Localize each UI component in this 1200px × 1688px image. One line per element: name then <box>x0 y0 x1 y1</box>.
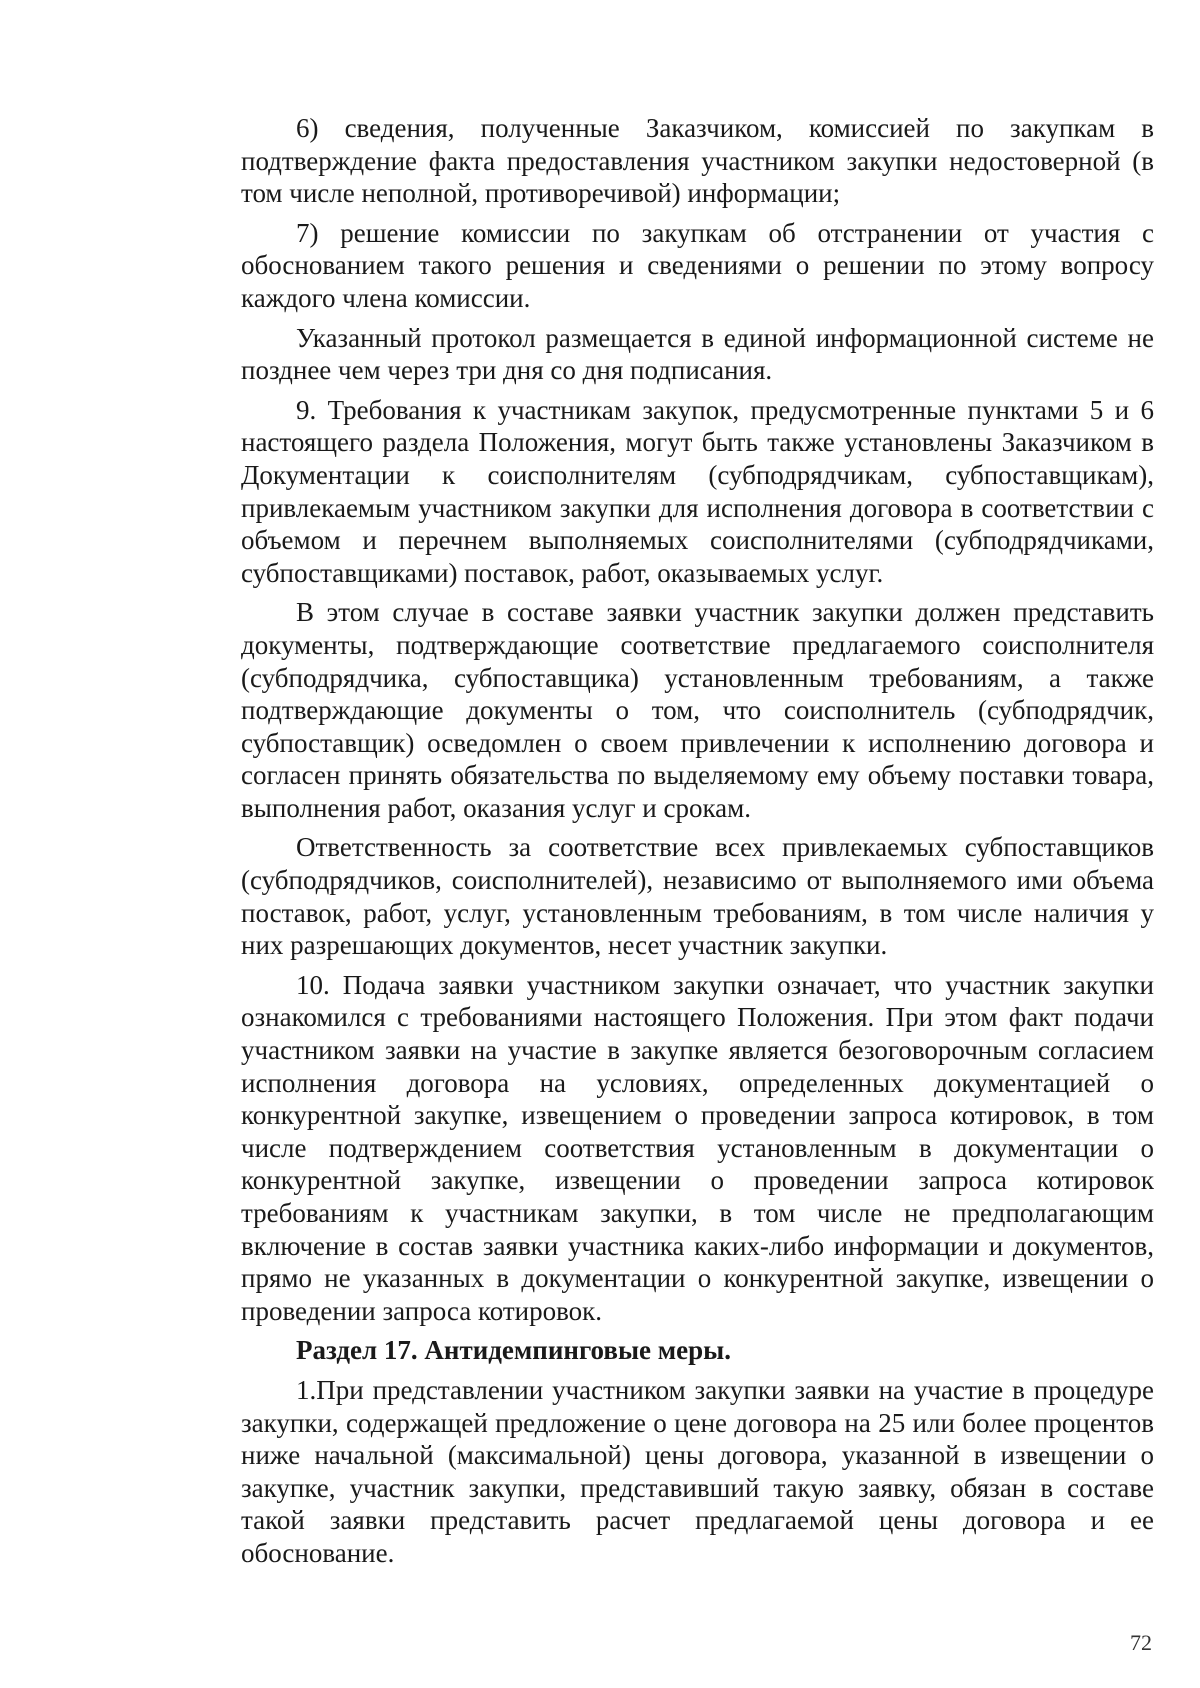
paragraph-clause-9: 9. Требования к участникам закупок, предусмотренные пунктами 5 и 6 настоящего раздела Положения, могут быть также установлены Заказчиком в Документации к соисполнителям (субподрядчикам, субпоставщикам), привлекаемым участником закупки для исполнения договора в соответствии с объемом и перечнем выполняемых соисполнителями (субподрядчиками, субпоставщиками) поставок, работ, оказываемых услуг. <box>241 394 1154 588</box>
paragraph-subcontractor-documents: В этом случае в составе заявки участник закупки должен представить документы, подтверждающие соответствие предлагаемого соисполнителя (субподрядчика, субпоставщика) установленным требованиям, а также подтверждающие документы о том, что соисполнитель (субподрядчик, субпоставщик) осведомлен о своем привлечении к исполнению договора и согласен принять обязательства по выделяемому ему объему поставки товара, выполнения работ, оказания услуг и срокам. <box>241 597 1154 823</box>
page-number: 72 <box>1130 1630 1152 1655</box>
paragraph-responsibility: Ответственность за соответствие всех привлекаемых субпоставщиков (субподрядчиков, соисполнителей), независимо от выполняемого ими объема поставок, работ, услуг, установленным требованиям, в том числе наличия у них разрешающих документов, несет участник закупки. <box>241 832 1154 961</box>
section-heading: Раздел 17. Антидемпинговые меры. <box>296 1335 732 1366</box>
paragraph-item-7: 7) решение комиссии по закупкам об отстранении от участия с обоснованием такого решения и сведениями о решении по этому вопросу каждого члена комиссии. <box>241 217 1154 313</box>
paragraph-clause-10: 10. Подача заявки участником закупки означает, что участник закупки ознакомился с требованиями настоящего Положения. При этом факт подачи участником заявки на участие в закупке является безоговорочным согласием исполнения договора на условиях, определенных документацией о конкурентной закупке, извещением о проведении запроса котировок, в том числе подтверждением соответствия установленным в документации о конкурентной закупке, извещении о проведении запроса котировок требованиям к участникам закупки, в том числе не предполагающим включение в состав заявки участника каких-либо информации и документов, прямо не указанных в документации о конкурентной закупке, извещении о проведении запроса котировок. <box>241 969 1154 1326</box>
document-body <box>241 112 1154 1577</box>
paragraph-section-17-clause-1: 1.При представлении участником закупки заявки на участие в процедуре закупки, содержащей предложение о цене договора на 25 или более процентов ниже начальной (максимальной) цены договора, указанной в извещении о закупке, участник закупки, представивший такую заявку, обязан в составе такой заявки представить расчет предлагаемой цены договора и ее обоснование. <box>241 1374 1154 1568</box>
paragraph-protocol-placement: Указанный протокол размещается в единой информационной системе не позднее чем через три дня со дня подписания. <box>241 322 1154 386</box>
paragraph-item-6: 6) сведения, полученные Заказчиком, комиссией по закупкам в подтверждение факта предоставления участником закупки недостоверной (в том числе неполной, противоречивой) информации; <box>241 113 1154 209</box>
